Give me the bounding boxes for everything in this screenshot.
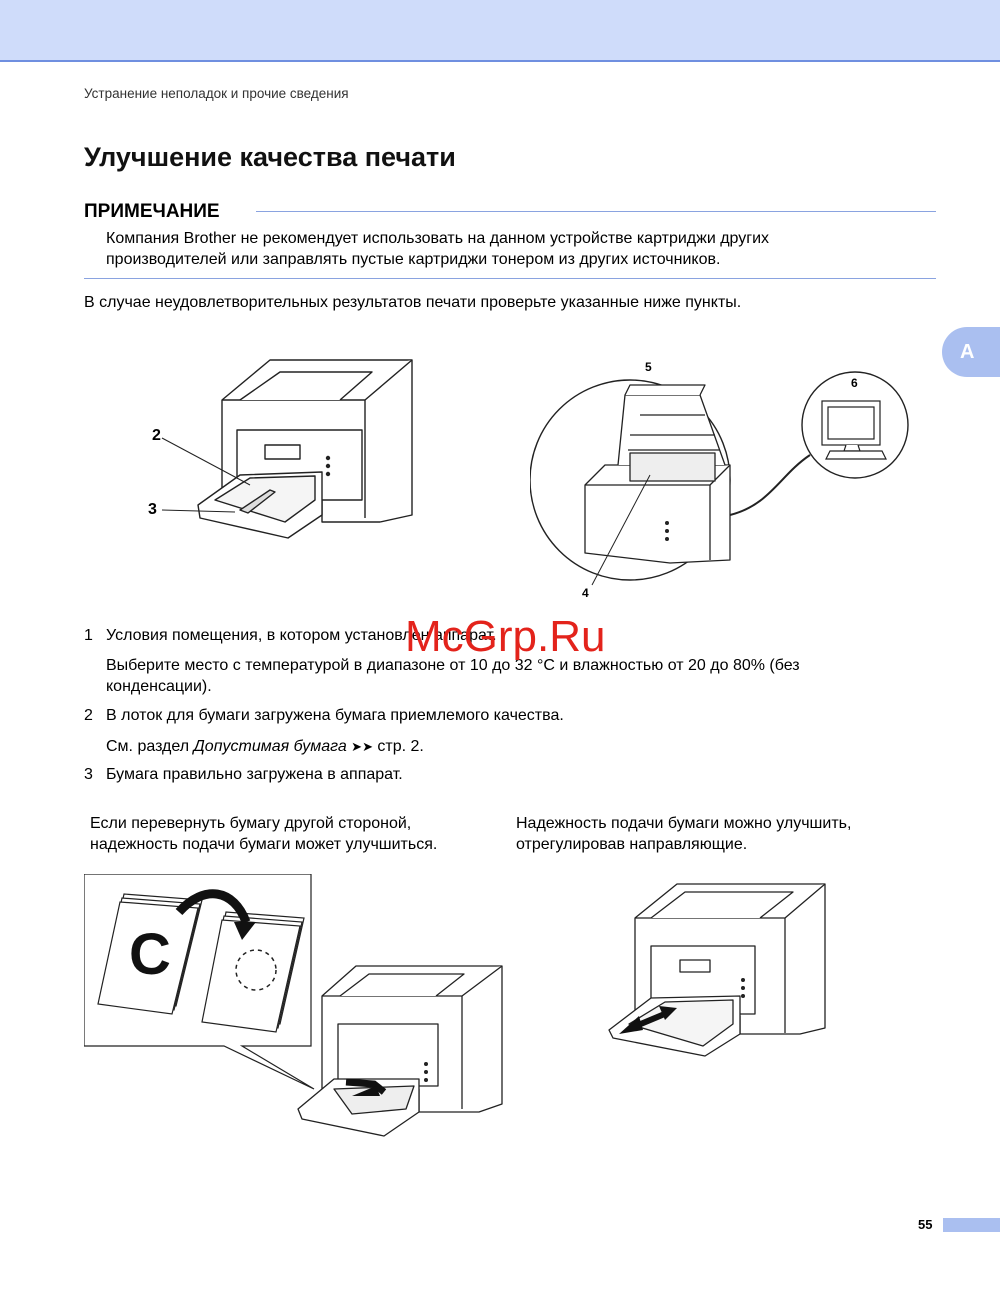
callout-3: 3: [148, 501, 157, 518]
list-item-text: Бумага правильно загружена в аппарат.: [106, 766, 403, 783]
callout-6: 6: [851, 376, 858, 390]
list-item-number: 1: [84, 627, 93, 644]
list-item-text: В лоток для бумаги загружена бумага приемлемого качества.: [106, 707, 564, 724]
adjust-guides-line-1: Надежность подачи бумаги можно улучшить,: [516, 815, 852, 832]
intro-text: В случае неудовлетворительных результатов печати проверьте указанные ниже пункты.: [84, 294, 742, 311]
flip-paper-line-2: надежность подачи бумаги может улучшиться.: [90, 836, 438, 853]
open-printer-computer-illustration: [530, 355, 915, 605]
running-header: Устранение неполадок и прочие сведения: [84, 86, 349, 101]
adjust-guides-line-2: отрегулировав направляющие.: [516, 836, 748, 853]
page-number-bar: [943, 1218, 1000, 1232]
detail-line-2: конденсации).: [106, 678, 212, 695]
note-rule-top: [256, 211, 936, 212]
callout-5: 5: [645, 360, 652, 374]
paper-letter: C: [129, 922, 171, 987]
page-ref-text: стр. 2.: [372, 738, 424, 755]
page-number: 55: [918, 1217, 933, 1232]
note-rule-bottom: [84, 278, 936, 279]
flip-paper-text: [90, 813, 437, 855]
see-section-prefix: См. раздел: [106, 738, 194, 755]
page-ref-arrows: ➤➤: [351, 739, 373, 754]
paper-spec-link[interactable]: Допустимая бумага: [193, 738, 347, 755]
list-item-number: 3: [84, 766, 93, 783]
watermark: McGrp.Ru: [405, 612, 606, 661]
list-item-number: 2: [84, 707, 93, 724]
top-band: [0, 0, 1000, 62]
adjust-guides-illustration: [605, 878, 830, 1068]
list-item-text: Условия помещения, в котором установлен аппарат.: [106, 627, 497, 644]
appendix-tab-label: A: [960, 340, 975, 363]
note-heading: ПРИМЕЧАНИЕ: [84, 201, 220, 222]
detail-line-1: Выберите место с температурой в диапазоне от 10 до 32 °C и влажностью от 20 до 80% (без: [106, 657, 800, 674]
adjust-guides-text: [516, 813, 851, 855]
appendix-tab: [942, 327, 1000, 377]
flip-paper-illustration: [84, 874, 509, 1144]
flip-paper-line-1: Если перевернуть бумагу другой стороной,: [90, 815, 412, 832]
callout-4: 4: [582, 586, 589, 600]
printer-tray-illustration: [140, 350, 430, 550]
page-title: Улучшение качества печати: [84, 142, 456, 172]
list-item-detail: [106, 736, 424, 757]
note-line-2: производителей или заправлять пустые картриджи тонером из других источников.: [106, 251, 721, 268]
callout-2: 2: [152, 427, 161, 444]
note-body: [106, 228, 926, 270]
note-line-1: Компания Brother не рекомендует использовать на данном устройстве картриджи других: [106, 230, 770, 247]
